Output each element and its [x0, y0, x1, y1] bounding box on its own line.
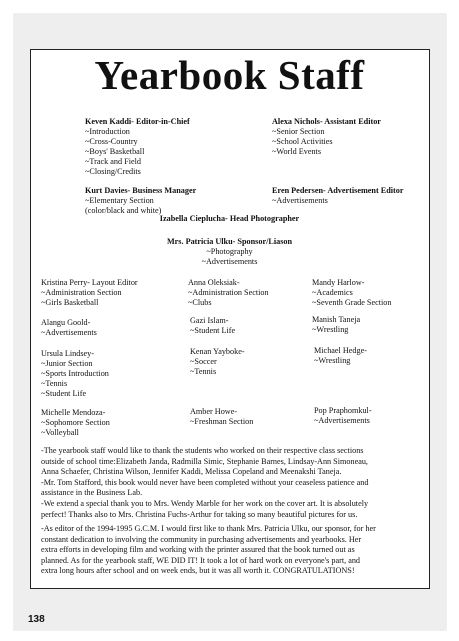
staff-member — [314, 346, 367, 366]
paragraph-line: -Mr. Tom Stafford, this book would never have been completed without your ceaseless patience and — [41, 477, 369, 487]
editor-duty: ~Track and Field — [85, 157, 141, 166]
staff-duty: ~Soccer — [190, 357, 217, 366]
staff-duty: ~Student Life — [41, 389, 87, 398]
staff-member — [312, 315, 360, 335]
paragraph-line: planned. As for the yearbook staff, WE DID IT! It took a lot of hard work on everyone's part, and — [41, 555, 361, 565]
paragraph-line: perfect! Thanks also to Mrs. Christina Fuchs-Arthur for taking so many beautiful pictures for us. — [41, 509, 358, 519]
editor-in-chief-block — [85, 117, 190, 177]
editor-duty: ~School Activities — [272, 137, 333, 146]
paragraph-line: extra efforts in developing film and working with the printer assured that the book turned out as — [41, 545, 355, 555]
staff-duty: ~Volleyball — [41, 428, 79, 437]
staff-name: Gazi Islam- — [190, 316, 229, 325]
staff-member — [312, 278, 391, 308]
head-photographer — [0, 214, 459, 224]
staff-duty: ~Junior Section — [41, 359, 93, 368]
editor-duty: ~Boys' Basketball — [85, 147, 145, 156]
staff-duty: ~Freshman Section — [190, 417, 254, 426]
staff-member — [190, 407, 253, 427]
staff-duty: ~Student Life — [190, 326, 236, 335]
staff-member — [190, 316, 235, 336]
editor-note-paragraph — [41, 524, 426, 577]
photographer-name: Izabella Cieplucha- Head Photographer — [159, 214, 300, 223]
staff-duty: ~Sports Introduction — [41, 369, 109, 378]
assistant-editor-block — [272, 117, 381, 157]
staff-name: Michael Hedge- — [314, 346, 367, 355]
staff-duty: ~Tennis — [190, 367, 217, 376]
staff-name: Mandy Harlow- — [312, 278, 365, 287]
paragraph-line: -We extend a special thank you to Mrs. Wendy Marble for her work on the cover art. It is absolutely — [41, 498, 369, 508]
staff-duty: ~Sophomore Section — [41, 418, 110, 427]
editor-name: Alexa Nichols- Assistant Editor — [272, 117, 381, 126]
paragraph-line: -As editor of the 1994-1995 G.C.M. I would first like to thank Mrs. Patricia Ulku, our sponsor, for her — [41, 524, 376, 533]
page-number: 138 — [28, 614, 45, 625]
editor-name: Keven Kaddi- Editor-in-Chief — [85, 117, 190, 126]
sponsor-duty: ~Advertisements — [201, 257, 258, 266]
editor-name: Kurt Davies- Business Manager — [85, 186, 197, 195]
paragraph-line: outside of school time:Elizabeth Janda, Radmilla Simic, Stephanie Barnes, Lindsay-Ann Simoneau, — [41, 456, 368, 466]
paragraph-line: -The yearbook staff would like to thank the students who worked on their respective class sections — [41, 446, 364, 455]
staff-member — [188, 278, 269, 308]
staff-name: Ursula Lindsey- — [41, 349, 94, 358]
staff-duty: ~Girls Basketball — [41, 298, 99, 307]
staff-name: Kenan Yayboke- — [190, 347, 245, 356]
staff-name: Alangu Goold- — [41, 318, 91, 327]
staff-member — [190, 347, 245, 377]
staff-member — [41, 408, 110, 438]
paragraph-line: constant dedication to involving the community in purchasing advertisements and yearbooks. Her — [41, 534, 362, 544]
staff-duty: ~Tennis — [41, 379, 68, 388]
editor-duty: ~World Events — [272, 147, 322, 156]
staff-duty: ~Academics — [312, 288, 353, 297]
staff-name: Manish Taneja — [312, 315, 361, 324]
staff-member — [41, 318, 97, 338]
editor-duty: ~Senior Section — [272, 127, 325, 136]
staff-duty: ~Wrestling — [312, 325, 349, 334]
staff-name: Pop Praphomkul- — [314, 406, 372, 415]
staff-duty: ~Advertisements — [314, 416, 370, 425]
paragraph-line: assistance in the Business Lab. — [41, 488, 143, 498]
staff-duty: ~Administration Section — [188, 288, 269, 297]
sponsor-block — [0, 237, 459, 267]
staff-duty: ~Administration Section — [41, 288, 122, 297]
staff-name: Kristina Perry- Layout Editor — [41, 278, 138, 287]
editor-duty: ~Elementary Section — [85, 196, 154, 205]
staff-name: Anna Oleksiak- — [188, 278, 240, 287]
staff-duty: ~Advertisements — [41, 328, 97, 337]
editor-duty: ~Introduction — [85, 127, 130, 136]
paragraph-line: extra long hours after school and on week ends, but it was all worth it. CONGRATULATIONS! — [41, 566, 355, 576]
business-manager-block — [85, 186, 196, 216]
staff-name: Amber Howe- — [190, 407, 238, 416]
staff-duty: ~Clubs — [188, 298, 212, 307]
staff-duty: ~Seventh Grade Section — [312, 298, 392, 307]
editor-duty: ~Advertisements — [272, 196, 328, 205]
staff-member — [41, 349, 109, 399]
advertisement-editor-block — [272, 186, 404, 206]
editor-name: Eren Pedersen- Advertisement Editor — [272, 186, 404, 195]
sponsor-name: Mrs. Patricia Ulku- Sponsor/Liason — [166, 237, 293, 246]
page-title: Yearbook Staff — [94, 52, 365, 98]
editor-duty: ~Cross-Country — [85, 137, 138, 146]
staff-member — [41, 278, 138, 308]
paragraph-line: Anna Schaefer, Christina Wilson, Jennifer Kaddi, Melissa Copeland and Meenakshi Taneja. — [41, 467, 342, 477]
editor-duty: (color/black and white) — [85, 206, 162, 215]
staff-name: Michelle Mendoza- — [41, 408, 106, 417]
sponsor-duty: ~Photography — [206, 247, 253, 256]
thank-you-paragraph — [41, 446, 426, 520]
staff-member — [314, 406, 372, 426]
staff-duty: ~Wrestling — [314, 356, 351, 365]
editor-duty: ~Closing/Credits — [85, 167, 141, 176]
